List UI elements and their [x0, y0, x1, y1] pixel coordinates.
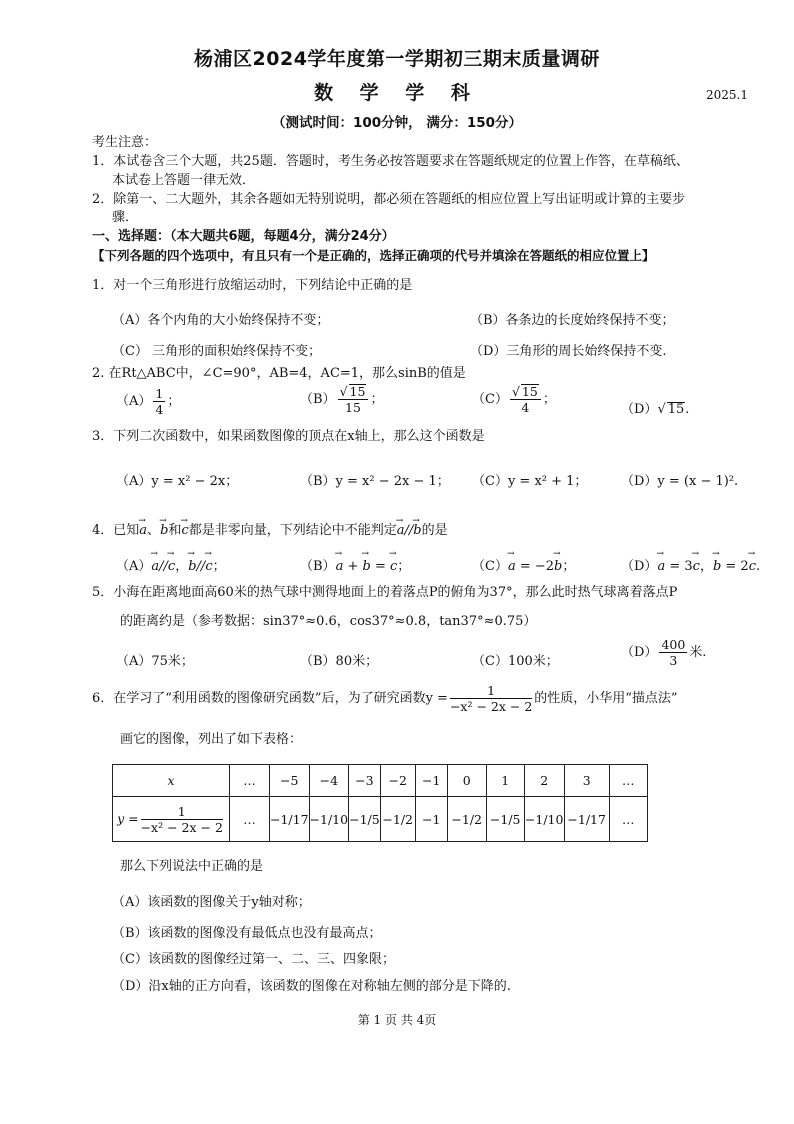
y-cell: −1/5 — [486, 797, 524, 842]
y-cell: −1/17 — [270, 797, 310, 842]
q2-option-a — [116, 386, 180, 417]
section-1-instruction: 【下列各题的四个选项中，有且只有一个是正确的，选择正确项的代号并填涂在答题纸的相应位置上】 — [92, 248, 655, 263]
q2-option-b — [300, 384, 383, 415]
q5-d-num: 400 — [661, 637, 686, 652]
notice-item-1-cont: 本试卷上答题一律无效． — [112, 173, 256, 188]
q5-stem-cont: 的距离约是（参考数据：sin37°≈0.6，cos37°≈0.8，tan37°≈0.75） — [120, 614, 537, 629]
y-func-den: −x² − 2x − 2 — [140, 819, 223, 835]
q2-c-num: √ 15 — [510, 384, 541, 400]
q4-stem-mid2: 和 — [168, 523, 182, 538]
y-cell: −1/17 — [564, 797, 609, 842]
x-symbol: x — [167, 773, 175, 788]
y-prefix: y = — [117, 810, 139, 826]
exam-date: 2025.1 — [706, 88, 748, 102]
x-cell: −3 — [349, 765, 381, 797]
vector-c: → c — [181, 522, 188, 540]
q6-function-fraction — [450, 683, 532, 714]
section-1-heading: 一、选择题：（本大题共6题，每题4分，满分24分） — [92, 229, 395, 244]
q6-stem-cont: 画它的图像，列出了如下表格： — [120, 732, 303, 747]
y-function-fraction — [141, 804, 223, 835]
q4-b-label: （B） — [300, 559, 336, 574]
q6-option-d: （D）沿x轴的正方向看，该函数的图像在对称轴左侧的部分是下降的. — [112, 979, 511, 994]
x-cell: −5 — [270, 765, 310, 797]
q3-stem: 3．下列二次函数中，如果函数图像的顶点在x轴上，那么这个函数是 — [92, 429, 485, 444]
page-footer: 第 1 页 共 4页 — [357, 1013, 437, 1027]
q6-stem-post: 的性质，小华用“描点法” — [534, 691, 678, 706]
q2-b-fraction — [338, 384, 369, 415]
q2-stem: 2. 在Rt△ABC中，∠C=90°，AB=4，AC=1，那么sinB的值是 — [92, 366, 466, 381]
q4-option-c: （C）→ a = −2→ b； — [472, 555, 575, 574]
q4-stem-end: 的是 — [421, 523, 448, 538]
notice-item-2-cont: 骤． — [112, 210, 139, 225]
q3-option-c: （C）y = x² + 1； — [472, 474, 588, 489]
y-cell: −1 — [415, 797, 447, 842]
q2-a-num: 1 — [155, 386, 164, 401]
q2-b-sep: ； — [370, 392, 384, 407]
q2-option-c — [472, 384, 556, 415]
x-cell: 3 — [564, 765, 609, 797]
q5-d-label: （D） — [621, 645, 658, 660]
q3-option-d: （D）y = (x − 1)². — [621, 474, 739, 489]
q2-b-label: （B） — [300, 392, 336, 407]
subject-title: 数 学 学 科 — [314, 82, 480, 104]
q3-option-a: （A）y = x² − 2x； — [116, 474, 239, 489]
q2-d-sqrt: 15 — [667, 402, 685, 417]
q5-d-den: 3 — [669, 653, 678, 668]
q2-c-label: （C） — [472, 392, 508, 407]
notice-item-1: 1．本试卷含三个大题，共25题．答题时，考生务必按答题要求在答题纸规定的位置上作答，在草稿纸、 — [92, 154, 689, 169]
q2-a-sep: ； — [167, 394, 181, 409]
vector-b-2: → b — [413, 522, 421, 540]
q6-stem-pre: 6．在学习了“利用函数的图像研究函数”后，为了研究函数y = — [92, 691, 448, 706]
q2-d-end: . — [685, 402, 690, 417]
vector-a-2: → a — [397, 522, 405, 540]
q4-stem-mid3: 都是非零向量，下列结论中不能判定 — [188, 523, 397, 538]
q6-value-table — [112, 764, 648, 842]
table-row-y — [113, 797, 648, 842]
q6-option-b: （B）该函数的图像没有最低点也没有最高点； — [112, 926, 382, 941]
q3-option-b: （B）y = x² − 2x − 1； — [300, 474, 450, 489]
vector-b: → b — [160, 522, 168, 540]
q6-option-a: （A）该函数的图像关于y轴对称； — [112, 895, 311, 910]
q1-option-b: （B）各条边的长度始终保持不变； — [470, 313, 675, 328]
q5-d-fraction — [659, 637, 687, 668]
q5-d-unit: 米. — [689, 645, 707, 660]
q6-prompt: 那么下列说法中正确的是 — [120, 859, 264, 874]
q4-stem: 4．已知→ a、→ b和→ c都是非零向量，下列结论中不能判定→ a//→ b的是 — [92, 522, 448, 540]
q2-a-label: （A） — [116, 394, 152, 409]
y-cell: −1/10 — [309, 797, 349, 842]
q1-option-c: （C） 三角形的面积始终保持不变； — [112, 344, 322, 359]
vector-a: → a — [139, 522, 147, 540]
q2-a-den: 4 — [155, 402, 164, 417]
y-cell: … — [609, 797, 647, 842]
q2-c-fraction — [510, 384, 541, 415]
exam-title: 杨浦区2024学年度第一学期初三期末质量调研 — [194, 48, 600, 70]
q4-a-label: （A） — [116, 559, 152, 574]
q4-stem-pre: 4．已知 — [92, 523, 140, 538]
x-cell: −2 — [380, 765, 415, 797]
q4-option-d: （D）→ a = 3→ c，→ b = 2→ c. — [621, 555, 760, 574]
x-cell: −4 — [309, 765, 349, 797]
q2-c-den: 4 — [521, 400, 530, 415]
q4-option-a: （A）→ a//→ c，→ b//→ c； — [116, 555, 226, 574]
q4-d-label: （D） — [621, 559, 658, 574]
x-cell: 0 — [447, 765, 486, 797]
q6-func-num: 1 — [450, 683, 532, 699]
q1-option-a: （A）各个内角的大小始终保持不变； — [112, 313, 330, 328]
test-info: （测试时间：100分钟， 满分：150分） — [271, 115, 523, 131]
y-cell: −1/2 — [380, 797, 415, 842]
y-func-num: 1 — [141, 804, 223, 820]
y-cell: −1/5 — [349, 797, 381, 842]
notice-heading: 考生注意： — [92, 135, 158, 150]
q2-b-sqrt: 15 — [349, 384, 366, 399]
q1-stem: 1．对一个三角形进行放缩运动时，下列结论中正确的是 — [92, 278, 413, 293]
q5-option-b: （B）80米； — [300, 654, 379, 669]
notice-item-2: 2．除第一、二大题外，其余各题如无特别说明，都必须在答题纸的相应位置上写出证明或计算的主要步 — [92, 192, 686, 207]
y-cell: −1/2 — [447, 797, 486, 842]
y-cell: −1/10 — [524, 797, 564, 842]
q4-c-label: （C） — [472, 559, 508, 574]
q2-b-num: √ 15 — [338, 384, 369, 400]
q2-option-d: （D）√ 15. — [621, 402, 690, 417]
q2-c-sep: ； — [542, 392, 556, 407]
q5-option-c: （C）100米； — [472, 654, 559, 669]
q6-option-c: （C）该函数的图像经过第一、二、三、四象限； — [112, 952, 395, 967]
q5-option-a: （A）75米； — [116, 654, 194, 669]
table-row-x — [113, 765, 648, 797]
y-cell: … — [230, 797, 270, 842]
q6-func-den: −x² − 2x − 2 — [449, 699, 533, 714]
q1-option-d: （D）三角形的周长始终保持不变. — [470, 344, 667, 359]
table-header-x — [113, 765, 230, 797]
x-cell: … — [230, 765, 270, 797]
q6-stem — [92, 683, 678, 714]
q5-stem: 5．小海在距离地面高60米的热气球中测得地面上的着落点P的俯角为37°，那么此时热气球离着落点P — [92, 585, 678, 600]
table-header-y — [113, 797, 230, 842]
q2-c-sqrt: 15 — [521, 384, 538, 399]
q2-d-label: （D） — [621, 402, 658, 417]
x-cell: −1 — [415, 765, 447, 797]
q4-stem-mid1: 、 — [147, 523, 161, 538]
q2-a-fraction — [153, 386, 165, 417]
x-cell: 2 — [524, 765, 564, 797]
x-cell: 1 — [486, 765, 524, 797]
q5-option-d — [621, 637, 706, 668]
q2-b-den: 15 — [345, 400, 361, 415]
q4-option-b: （B）→ a + → b = → c； — [300, 555, 410, 574]
x-cell: … — [609, 765, 647, 797]
